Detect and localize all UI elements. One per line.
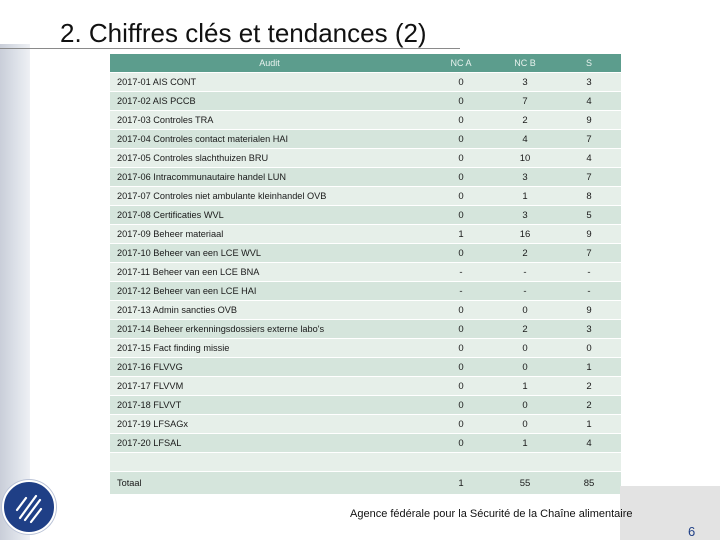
table-row [110,92,621,110]
column-header-s: S [557,54,621,72]
title-divider [0,48,460,49]
nc-a-value: 0 [429,111,493,129]
row-label: 2017-13 Admin sancties OVB [110,301,429,319]
nc-b-value: 2 [493,244,557,262]
column-header-nc-a: NC A [429,54,493,72]
audit-table-body [110,73,621,494]
s-value: 7 [557,130,621,148]
nc-a-value: 0 [429,73,493,91]
s-value: - [557,282,621,300]
nc-a-value: 0 [429,396,493,414]
nc-b-value: - [493,263,557,281]
row-label: 2017-08 Certificaties WVL [110,206,429,224]
s-value: 9 [557,301,621,319]
s-value: 5 [557,206,621,224]
nc-b-value: 2 [493,320,557,338]
row-label: 2017-02 AIS PCCB [110,92,429,110]
nc-b-value: 1 [493,187,557,205]
s-value: 4 [557,434,621,452]
nc-b-value: 0 [493,415,557,433]
nc-b-value: 3 [493,73,557,91]
nc-a-value: 0 [429,434,493,452]
table-row [110,225,621,243]
nc-b-value: 10 [493,149,557,167]
s-value: - [557,263,621,281]
nc-a-value: 0 [429,358,493,376]
row-label: 2017-15 Fact finding missie [110,339,429,357]
total-row [110,472,621,494]
nc-b-value: 2 [493,111,557,129]
footer-gray-box [620,486,720,540]
row-label: 2017-16 FLVVG [110,358,429,376]
s-value: 3 [557,73,621,91]
nc-a-value: 0 [429,168,493,186]
row-label: 2017-11 Beheer van een LCE BNA [110,263,429,281]
row-label: 2017-09 Beheer materiaal [110,225,429,243]
s-value: 7 [557,244,621,262]
nc-a-value: 0 [429,301,493,319]
table-row [110,187,621,205]
table-row [110,282,621,300]
total-nc-b-value: 55 [493,472,557,494]
column-header-audit: Audit [110,54,429,72]
nc-b-value: 0 [493,339,557,357]
afsca-logo-icon [2,480,56,534]
nc-a-value [429,453,493,471]
row-label [110,453,429,471]
s-value: 1 [557,358,621,376]
left-decorative-band [0,44,30,540]
table-row [110,377,621,395]
table-row [110,149,621,167]
s-value: 0 [557,339,621,357]
table-header-row [110,54,621,72]
nc-a-value: - [429,282,493,300]
s-value: 4 [557,92,621,110]
nc-b-value: 16 [493,225,557,243]
nc-a-value: 0 [429,377,493,395]
nc-b-value: 3 [493,168,557,186]
row-label: 2017-12 Beheer van een LCE HAI [110,282,429,300]
s-value: 8 [557,187,621,205]
nc-b-value: 0 [493,301,557,319]
row-label: 2017-07 Controles niet ambulante kleinhandel OVB [110,187,429,205]
table-row [110,453,621,471]
row-label: 2017-01 AIS CONT [110,73,429,91]
nc-b-value: 0 [493,358,557,376]
table-row [110,396,621,414]
s-value [557,453,621,471]
nc-a-value: 0 [429,92,493,110]
nc-a-value: 0 [429,339,493,357]
table-row [110,168,621,186]
table-row [110,434,621,452]
nc-b-value: 3 [493,206,557,224]
nc-b-value: 1 [493,434,557,452]
s-value: 7 [557,168,621,186]
table-row [110,339,621,357]
nc-a-value: 0 [429,320,493,338]
row-label: 2017-04 Controles contact materialen HAI [110,130,429,148]
s-value: 2 [557,377,621,395]
total-s-value: 85 [557,472,621,494]
table-row [110,320,621,338]
nc-a-value: 0 [429,206,493,224]
table-row [110,130,621,148]
row-label: 2017-06 Intracommunautaire handel LUN [110,168,429,186]
footer-agency-name: Agence fédérale pour la Sécurité de la Chaîne alimentaire [350,508,633,520]
nc-a-value: 0 [429,415,493,433]
s-value: 4 [557,149,621,167]
row-label: 2017-17 FLVVM [110,377,429,395]
total-row-label: Totaal [110,472,429,494]
row-label: 2017-14 Beheer erkenningsdossiers externe labo's [110,320,429,338]
nc-b-value: 1 [493,377,557,395]
s-value: 3 [557,320,621,338]
table-row [110,111,621,129]
nc-b-value: - [493,282,557,300]
page-number: 6 [688,524,696,539]
nc-b-value [493,453,557,471]
row-label: 2017-03 Controles TRA [110,111,429,129]
s-value: 1 [557,415,621,433]
table-row [110,301,621,319]
nc-a-value: 1 [429,225,493,243]
s-value: 9 [557,225,621,243]
nc-a-value: 0 [429,130,493,148]
s-value: 2 [557,396,621,414]
nc-b-value: 7 [493,92,557,110]
column-header-nc-b: NC B [493,54,557,72]
s-value: 9 [557,111,621,129]
slide-title: 2. Chiffres clés et tendances (2) [60,18,427,48]
row-label: 2017-19 LFSAGx [110,415,429,433]
table-row [110,244,621,262]
audit-table [110,53,621,495]
row-label: 2017-18 FLVVT [110,396,429,414]
table-row [110,415,621,433]
nc-b-value: 4 [493,130,557,148]
nc-b-value: 0 [493,396,557,414]
row-label: 2017-05 Controles slachthuizen BRU [110,149,429,167]
row-label: 2017-10 Beheer van een LCE WVL [110,244,429,262]
row-label: 2017-20 LFSAL [110,434,429,452]
total-nc-a-value: 1 [429,472,493,494]
nc-a-value: - [429,263,493,281]
nc-a-value: 0 [429,187,493,205]
nc-a-value: 0 [429,244,493,262]
table-row [110,73,621,91]
nc-a-value: 0 [429,149,493,167]
table-row [110,263,621,281]
table-row [110,206,621,224]
table-row [110,358,621,376]
